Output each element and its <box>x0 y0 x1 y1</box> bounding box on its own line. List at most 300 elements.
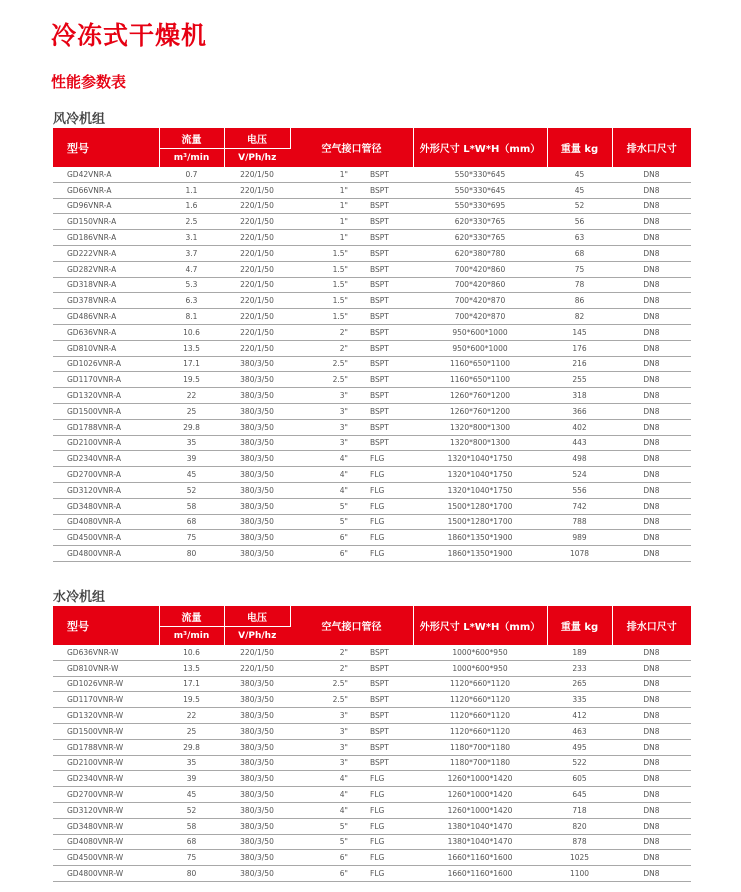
cell-dimensions: 1160*650*1100 <box>413 372 547 388</box>
cell-dimensions: 1380*1040*1470 <box>413 818 547 834</box>
page-title: 冷冻式干燥机 <box>51 21 208 50</box>
cell-flow: 68 <box>159 514 224 530</box>
cell-connection-type: FLG <box>352 530 413 546</box>
table-row <box>53 708 691 724</box>
cell-voltage: 380/3/50 <box>224 388 290 404</box>
cell-weight: 645 <box>547 787 612 803</box>
cell-dimensions: 1320*1040*1750 <box>413 482 547 498</box>
cell-model: GD810VNR-W <box>53 660 159 676</box>
cell-weight: 1100 <box>547 866 612 882</box>
cell-connection-size: 1" <box>290 214 352 230</box>
cell-voltage: 380/3/50 <box>224 739 290 755</box>
cell-voltage: 220/1/50 <box>224 198 290 214</box>
cell-dimensions: 1320*800*1300 <box>413 419 547 435</box>
cell-weight: 56 <box>547 214 612 230</box>
cell-flow: 1.1 <box>159 182 224 198</box>
cell-flow: 25 <box>159 403 224 419</box>
cell-dimensions: 1160*650*1100 <box>413 356 547 372</box>
table-row <box>53 356 691 372</box>
table-header <box>53 128 691 167</box>
cell-weight: 63 <box>547 230 612 246</box>
cell-drain: DN8 <box>612 467 691 483</box>
cell-connection-type: BSPT <box>352 230 413 246</box>
cell-connection-type: BSPT <box>352 293 413 309</box>
cell-weight: 145 <box>547 324 612 340</box>
table-row <box>53 739 691 755</box>
cell-drain: DN8 <box>612 451 691 467</box>
cell-dimensions: 1860*1350*1900 <box>413 546 547 562</box>
cell-drain: DN8 <box>612 245 691 261</box>
cell-drain: DN8 <box>612 530 691 546</box>
cell-weight: 86 <box>547 293 612 309</box>
cell-flow: 22 <box>159 708 224 724</box>
cell-flow: 10.6 <box>159 645 224 660</box>
cell-dimensions: 700*420*870 <box>413 293 547 309</box>
table-row <box>53 214 691 230</box>
header-flow: 流量 <box>159 606 224 627</box>
table-row <box>53 645 691 660</box>
cell-drain: DN8 <box>612 708 691 724</box>
cell-dimensions: 1860*1350*1900 <box>413 530 547 546</box>
table-row <box>53 850 691 866</box>
cell-connection-type: BSPT <box>352 660 413 676</box>
cell-voltage: 220/1/50 <box>224 167 290 182</box>
cell-model: GD42VNR-A <box>53 167 159 182</box>
cell-connection-size: 1.5" <box>290 309 352 325</box>
cell-drain: DN8 <box>612 692 691 708</box>
cell-flow: 45 <box>159 787 224 803</box>
page-subtitle: 性能参数表 <box>51 73 127 91</box>
cell-connection-size: 2" <box>290 324 352 340</box>
cell-model: GD636VNR-A <box>53 324 159 340</box>
cell-drain: DN8 <box>612 498 691 514</box>
table-row <box>53 660 691 676</box>
cell-drain: DN8 <box>612 787 691 803</box>
cell-voltage: 380/3/50 <box>224 372 290 388</box>
cell-model: GD3480VNR-A <box>53 498 159 514</box>
air-cooled-rows <box>53 167 691 561</box>
cell-voltage: 380/3/50 <box>224 403 290 419</box>
table-row <box>53 340 691 356</box>
cell-connection-size: 6" <box>290 866 352 882</box>
cell-flow: 3.1 <box>159 230 224 246</box>
cell-model: GD282VNR-A <box>53 261 159 277</box>
cell-model: GD2100VNR-W <box>53 755 159 771</box>
cell-dimensions: 620*330*765 <box>413 214 547 230</box>
cell-connection-type: BSPT <box>352 419 413 435</box>
header-dimensions: 外形尺寸 L*W*H（mm） <box>413 128 547 167</box>
cell-connection-type: FLG <box>352 834 413 850</box>
header-flow: 流量 <box>159 128 224 149</box>
cell-model: GD1170VNR-W <box>53 692 159 708</box>
cell-connection-size: 4" <box>290 451 352 467</box>
cell-voltage: 380/3/50 <box>224 866 290 882</box>
cell-voltage: 380/3/50 <box>224 514 290 530</box>
cell-dimensions: 550*330*645 <box>413 167 547 182</box>
cell-voltage: 380/3/50 <box>224 676 290 692</box>
cell-connection-size: 4" <box>290 482 352 498</box>
cell-model: GD318VNR-A <box>53 277 159 293</box>
cell-weight: 52 <box>547 198 612 214</box>
cell-flow: 0.7 <box>159 167 224 182</box>
cell-voltage: 380/3/50 <box>224 723 290 739</box>
cell-connection-type: BSPT <box>352 708 413 724</box>
cell-connection-size: 3" <box>290 388 352 404</box>
cell-drain: DN8 <box>612 514 691 530</box>
cell-connection-type: FLG <box>352 467 413 483</box>
cell-model: GD4080VNR-W <box>53 834 159 850</box>
cell-voltage: 380/3/50 <box>224 802 290 818</box>
cell-voltage: 220/1/50 <box>224 214 290 230</box>
table-row <box>53 546 691 562</box>
cell-flow: 13.5 <box>159 340 224 356</box>
cell-connection-size: 3" <box>290 708 352 724</box>
cell-connection-type: BSPT <box>352 277 413 293</box>
cell-drain: DN8 <box>612 850 691 866</box>
cell-flow: 35 <box>159 755 224 771</box>
cell-model: GD96VNR-A <box>53 198 159 214</box>
cell-model: GD1500VNR-W <box>53 723 159 739</box>
cell-flow: 75 <box>159 850 224 866</box>
table-row <box>53 692 691 708</box>
cell-drain: DN8 <box>612 372 691 388</box>
cell-model: GD486VNR-A <box>53 309 159 325</box>
cell-weight: 78 <box>547 277 612 293</box>
header-drain: 排水口尺寸 <box>612 128 691 167</box>
table-row <box>53 818 691 834</box>
header-connection: 空气接口管径 <box>290 606 413 645</box>
header-model: 型号 <box>53 128 159 167</box>
cell-connection-type: FLG <box>352 451 413 467</box>
header-weight: 重量 kg <box>547 606 612 645</box>
cell-weight: 878 <box>547 834 612 850</box>
cell-flow: 39 <box>159 451 224 467</box>
cell-weight: 463 <box>547 723 612 739</box>
cell-drain: DN8 <box>612 645 691 660</box>
cell-weight: 82 <box>547 309 612 325</box>
cell-dimensions: 1500*1280*1700 <box>413 514 547 530</box>
cell-weight: 522 <box>547 755 612 771</box>
cell-connection-size: 1" <box>290 182 352 198</box>
cell-weight: 75 <box>547 261 612 277</box>
cell-dimensions: 1320*800*1300 <box>413 435 547 451</box>
cell-connection-size: 2.5" <box>290 356 352 372</box>
cell-connection-type: BSPT <box>352 198 413 214</box>
cell-flow: 68 <box>159 834 224 850</box>
cell-connection-size: 5" <box>290 834 352 850</box>
table-row <box>53 498 691 514</box>
cell-model: GD4500VNR-A <box>53 530 159 546</box>
cell-weight: 524 <box>547 467 612 483</box>
cell-connection-size: 1.5" <box>290 261 352 277</box>
table-row <box>53 755 691 771</box>
cell-connection-type: FLG <box>352 514 413 530</box>
cell-connection-size: 4" <box>290 787 352 803</box>
cell-connection-size: 6" <box>290 530 352 546</box>
cell-model: GD3480VNR-W <box>53 818 159 834</box>
air-cooled-label: 风冷机组 <box>53 112 106 127</box>
cell-connection-size: 2" <box>290 340 352 356</box>
cell-drain: DN8 <box>612 771 691 787</box>
cell-flow: 45 <box>159 467 224 483</box>
cell-dimensions: 550*330*645 <box>413 182 547 198</box>
cell-connection-size: 5" <box>290 818 352 834</box>
cell-connection-size: 2.5" <box>290 676 352 692</box>
cell-drain: DN8 <box>612 676 691 692</box>
cell-drain: DN8 <box>612 356 691 372</box>
cell-dimensions: 950*600*1000 <box>413 340 547 356</box>
table-row <box>53 324 691 340</box>
cell-dimensions: 700*420*860 <box>413 277 547 293</box>
cell-connection-type: FLG <box>352 771 413 787</box>
cell-drain: DN8 <box>612 435 691 451</box>
cell-drain: DN8 <box>612 834 691 850</box>
table-row <box>53 245 691 261</box>
header-model: 型号 <box>53 606 159 645</box>
table-row <box>53 435 691 451</box>
cell-weight: 255 <box>547 372 612 388</box>
cell-flow: 58 <box>159 818 224 834</box>
cell-dimensions: 1180*700*1180 <box>413 755 547 771</box>
cell-dimensions: 1500*1280*1700 <box>413 498 547 514</box>
cell-connection-type: BSPT <box>352 309 413 325</box>
table-row <box>53 167 691 182</box>
cell-drain: DN8 <box>612 261 691 277</box>
cell-model: GD1500VNR-A <box>53 403 159 419</box>
cell-dimensions: 1260*1000*1420 <box>413 771 547 787</box>
header-voltage-unit: V/Ph/hz <box>224 627 290 646</box>
cell-voltage: 380/3/50 <box>224 451 290 467</box>
table-row <box>53 372 691 388</box>
cell-model: GD186VNR-A <box>53 230 159 246</box>
table-row <box>53 787 691 803</box>
table-header <box>53 606 691 645</box>
cell-drain: DN8 <box>612 309 691 325</box>
cell-dimensions: 1660*1160*1600 <box>413 866 547 882</box>
cell-flow: 19.5 <box>159 692 224 708</box>
cell-voltage: 220/1/50 <box>224 261 290 277</box>
cell-model: GD3120VNR-A <box>53 482 159 498</box>
cell-model: GD4500VNR-W <box>53 850 159 866</box>
cell-connection-size: 2" <box>290 645 352 660</box>
cell-connection-size: 6" <box>290 850 352 866</box>
table-row <box>53 419 691 435</box>
cell-weight: 176 <box>547 340 612 356</box>
table-row <box>53 277 691 293</box>
cell-drain: DN8 <box>612 324 691 340</box>
cell-weight: 45 <box>547 182 612 198</box>
cell-voltage: 380/3/50 <box>224 787 290 803</box>
cell-model: GD1320VNR-A <box>53 388 159 404</box>
cell-drain: DN8 <box>612 293 691 309</box>
cell-weight: 412 <box>547 708 612 724</box>
cell-model: GD810VNR-A <box>53 340 159 356</box>
cell-connection-size: 1" <box>290 167 352 182</box>
cell-dimensions: 1260*1000*1420 <box>413 802 547 818</box>
cell-weight: 742 <box>547 498 612 514</box>
header-connection: 空气接口管径 <box>290 128 413 167</box>
cell-voltage: 380/3/50 <box>224 546 290 562</box>
cell-voltage: 380/3/50 <box>224 530 290 546</box>
cell-voltage: 220/1/50 <box>224 293 290 309</box>
cell-connection-type: FLG <box>352 482 413 498</box>
cell-weight: 495 <box>547 739 612 755</box>
cell-connection-type: FLG <box>352 498 413 514</box>
cell-flow: 5.3 <box>159 277 224 293</box>
cell-model: GD4080VNR-A <box>53 514 159 530</box>
header-dimensions: 外形尺寸 L*W*H（mm） <box>413 606 547 645</box>
cell-flow: 17.1 <box>159 676 224 692</box>
cell-dimensions: 1320*1040*1750 <box>413 467 547 483</box>
cell-drain: DN8 <box>612 277 691 293</box>
cell-voltage: 220/1/50 <box>224 309 290 325</box>
cell-flow: 35 <box>159 435 224 451</box>
cell-flow: 6.3 <box>159 293 224 309</box>
table-row <box>53 834 691 850</box>
cell-connection-type: BSPT <box>352 372 413 388</box>
cell-voltage: 380/3/50 <box>224 498 290 514</box>
table-row <box>53 467 691 483</box>
table-row <box>53 530 691 546</box>
cell-model: GD1320VNR-W <box>53 708 159 724</box>
cell-voltage: 380/3/50 <box>224 708 290 724</box>
header-voltage: 电压 <box>224 606 290 627</box>
cell-model: GD378VNR-A <box>53 293 159 309</box>
cell-dimensions: 1120*660*1120 <box>413 708 547 724</box>
cell-drain: DN8 <box>612 214 691 230</box>
table-row <box>53 293 691 309</box>
cell-dimensions: 620*380*780 <box>413 245 547 261</box>
table-row <box>53 482 691 498</box>
header-weight: 重量 kg <box>547 128 612 167</box>
cell-weight: 556 <box>547 482 612 498</box>
cell-flow: 4.7 <box>159 261 224 277</box>
cell-connection-type: BSPT <box>352 324 413 340</box>
cell-connection-size: 3" <box>290 435 352 451</box>
cell-flow: 13.5 <box>159 660 224 676</box>
cell-weight: 989 <box>547 530 612 546</box>
table-row <box>53 388 691 404</box>
cell-connection-type: FLG <box>352 546 413 562</box>
cell-flow: 52 <box>159 802 224 818</box>
cell-drain: DN8 <box>612 388 691 404</box>
cell-flow: 25 <box>159 723 224 739</box>
cell-model: GD1170VNR-A <box>53 372 159 388</box>
cell-dimensions: 1000*600*950 <box>413 660 547 676</box>
cell-connection-size: 1" <box>290 230 352 246</box>
cell-weight: 820 <box>547 818 612 834</box>
cell-voltage: 380/3/50 <box>224 755 290 771</box>
cell-drain: DN8 <box>612 167 691 182</box>
cell-voltage: 380/3/50 <box>224 818 290 834</box>
cell-voltage: 380/3/50 <box>224 356 290 372</box>
cell-connection-size: 2" <box>290 660 352 676</box>
cell-weight: 265 <box>547 676 612 692</box>
cell-voltage: 220/1/50 <box>224 277 290 293</box>
cell-voltage: 380/3/50 <box>224 419 290 435</box>
cell-drain: DN8 <box>612 660 691 676</box>
cell-connection-size: 3" <box>290 739 352 755</box>
cell-voltage: 380/3/50 <box>224 482 290 498</box>
cell-connection-size: 5" <box>290 498 352 514</box>
cell-dimensions: 1180*700*1180 <box>413 739 547 755</box>
cell-flow: 1.6 <box>159 198 224 214</box>
cell-voltage: 220/1/50 <box>224 645 290 660</box>
cell-voltage: 380/3/50 <box>224 850 290 866</box>
cell-drain: DN8 <box>612 419 691 435</box>
table-row <box>53 182 691 198</box>
cell-weight: 216 <box>547 356 612 372</box>
table-row <box>53 230 691 246</box>
cell-flow: 3.7 <box>159 245 224 261</box>
cell-connection-size: 1.5" <box>290 277 352 293</box>
cell-flow: 80 <box>159 546 224 562</box>
cell-weight: 68 <box>547 245 612 261</box>
cell-connection-size: 4" <box>290 802 352 818</box>
cell-voltage: 380/3/50 <box>224 834 290 850</box>
header-flow-unit: m³/min <box>159 627 224 646</box>
table-row <box>53 676 691 692</box>
cell-model: GD1788VNR-A <box>53 419 159 435</box>
cell-dimensions: 700*420*870 <box>413 309 547 325</box>
cell-drain: DN8 <box>612 546 691 562</box>
cell-model: GD150VNR-A <box>53 214 159 230</box>
cell-connection-type: FLG <box>352 850 413 866</box>
cell-model: GD4800VNR-A <box>53 546 159 562</box>
cell-connection-type: BSPT <box>352 261 413 277</box>
cell-connection-type: BSPT <box>352 755 413 771</box>
cell-connection-type: FLG <box>352 802 413 818</box>
cell-drain: DN8 <box>612 755 691 771</box>
table-row <box>53 723 691 739</box>
table-row <box>53 309 691 325</box>
table-row <box>53 403 691 419</box>
water-cooled-table <box>53 606 691 882</box>
cell-flow: 29.8 <box>159 419 224 435</box>
cell-connection-size: 4" <box>290 467 352 483</box>
cell-dimensions: 1120*660*1120 <box>413 723 547 739</box>
cell-weight: 402 <box>547 419 612 435</box>
cell-connection-size: 1.5" <box>290 293 352 309</box>
cell-flow: 52 <box>159 482 224 498</box>
cell-weight: 335 <box>547 692 612 708</box>
cell-model: GD3120VNR-W <box>53 802 159 818</box>
cell-dimensions: 1380*1040*1470 <box>413 834 547 850</box>
header-voltage-unit: V/Ph/hz <box>224 149 290 168</box>
cell-voltage: 220/1/50 <box>224 230 290 246</box>
cell-dimensions: 1120*660*1120 <box>413 692 547 708</box>
cell-voltage: 380/3/50 <box>224 771 290 787</box>
cell-connection-type: FLG <box>352 866 413 882</box>
cell-connection-type: BSPT <box>352 340 413 356</box>
cell-weight: 318 <box>547 388 612 404</box>
cell-connection-size: 6" <box>290 546 352 562</box>
cell-weight: 1025 <box>547 850 612 866</box>
cell-connection-type: BSPT <box>352 388 413 404</box>
cell-dimensions: 950*600*1000 <box>413 324 547 340</box>
cell-dimensions: 1320*1040*1750 <box>413 451 547 467</box>
cell-dimensions: 1120*660*1120 <box>413 676 547 692</box>
cell-weight: 366 <box>547 403 612 419</box>
cell-dimensions: 550*330*695 <box>413 198 547 214</box>
cell-voltage: 220/1/50 <box>224 340 290 356</box>
cell-flow: 19.5 <box>159 372 224 388</box>
cell-flow: 58 <box>159 498 224 514</box>
cell-voltage: 380/3/50 <box>224 692 290 708</box>
cell-voltage: 380/3/50 <box>224 435 290 451</box>
table-row <box>53 802 691 818</box>
cell-dimensions: 1260*760*1200 <box>413 403 547 419</box>
